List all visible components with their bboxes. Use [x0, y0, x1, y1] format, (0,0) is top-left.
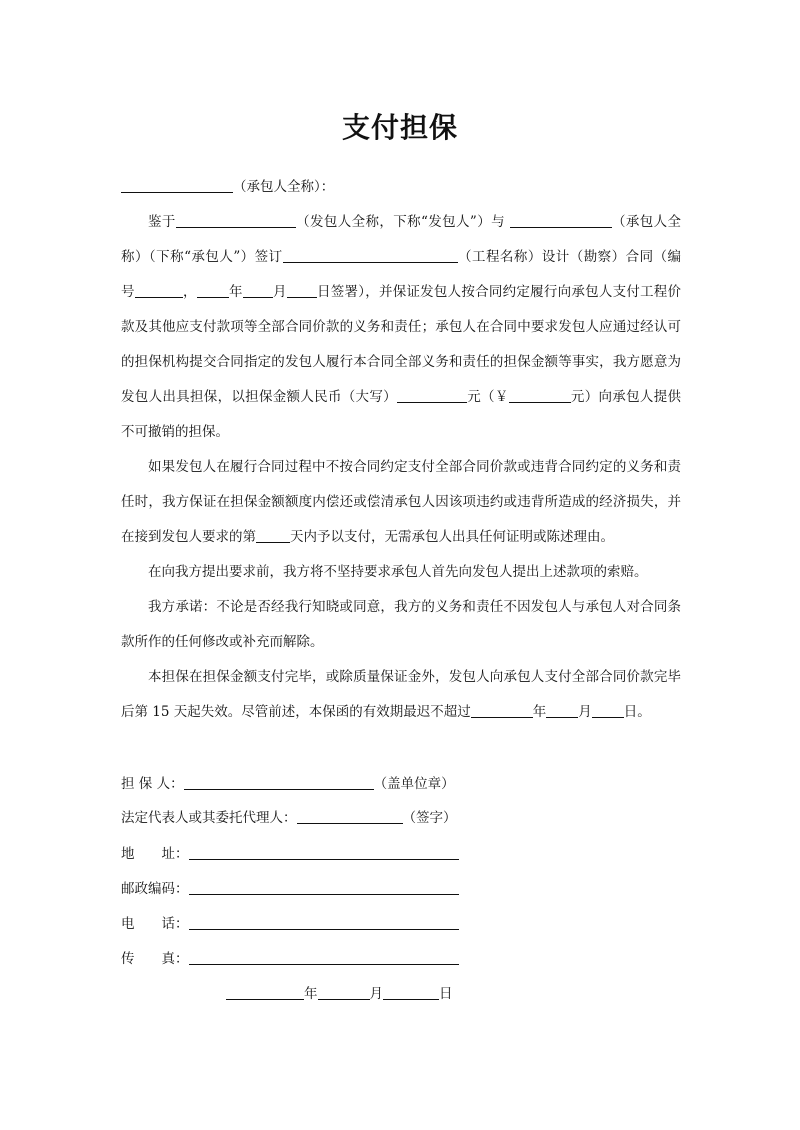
- p5-text-3: 月: [578, 704, 592, 720]
- paragraph-1: [121, 205, 681, 450]
- postcode-label: 邮政编码：: [121, 881, 189, 897]
- sign-year-blank[interactable]: [197, 283, 229, 298]
- address-field[interactable]: [189, 845, 459, 860]
- guarantor-note: （盖单位章）: [373, 776, 455, 792]
- sign-month-blank[interactable]: [243, 283, 273, 298]
- paragraph-2: [121, 450, 681, 555]
- addressee-line: [121, 170, 681, 205]
- representative-label: 法定代表人或其委托代理人：: [121, 810, 297, 826]
- guarantee-body: [121, 205, 681, 730]
- contractor-name-blank[interactable]: [121, 178, 233, 193]
- fax-field[interactable]: [189, 950, 459, 965]
- p1-text-8: 日签署），并保证发包人按合同约定履行向承包人支付工程价款及其他应支付款项等全部合同价款的义务和责任；承包人在合同中要求发包人应通过经认可的担保机构提交合同指定的发包人履行本合同全部义务和责任的担保金额等事实，我方愿意为发包人出具担保，以担保金额人民币（大写）: [121, 284, 682, 405]
- expiry-year-blank[interactable]: [471, 703, 533, 718]
- representative-field[interactable]: [297, 809, 403, 824]
- sign-day-blank[interactable]: [287, 283, 317, 298]
- p1-text-9: 元（￥: [466, 389, 509, 405]
- p5-text-2: 年: [532, 704, 547, 720]
- p1-text-2: （发包人全称，下称“发包人”）与: [295, 214, 505, 230]
- guarantor-row: [121, 772, 455, 796]
- representative-row: [121, 806, 457, 830]
- date-year-blank[interactable]: [226, 985, 304, 1000]
- p1-text-5: ，: [182, 284, 197, 300]
- amount-words-blank[interactable]: [397, 388, 467, 403]
- fax-label: 传 真：: [121, 951, 189, 967]
- guarantor-field[interactable]: [184, 775, 374, 790]
- p2-text-1: 如果发包人在履行合同过程中不按合同约定支付全部合同价款或违背合同约定的义务和责任时，我方保证在担保金额额度内偿还或偿清承包人因该项违约或违背所造成的经济损失，并在接到发包人要求的第: [121, 459, 681, 545]
- phone-field[interactable]: [189, 915, 459, 930]
- paragraph-3: 在向我方提出要求前，我方将不坚持要求承包人首先向发包人提出上述款项的索赔。: [148, 564, 648, 580]
- expiry-day-blank[interactable]: [592, 703, 624, 718]
- address-label: 地 址：: [121, 846, 189, 862]
- project-name-blank[interactable]: [283, 248, 458, 263]
- contractor-name-blank-2[interactable]: [510, 213, 612, 228]
- date-year-label: 年: [304, 986, 318, 1002]
- p2-text-2: 天内予以支付，无需承包人出具任何证明或陈述理由。: [290, 529, 614, 545]
- date-month-blank[interactable]: [318, 985, 370, 1000]
- p5-text-4: 日。: [623, 704, 651, 720]
- p1-text-4: （工程名称）设计（勘察）合同（编号: [121, 249, 681, 300]
- p1-text-10: 元）向承包人提供不可撤销的担保。: [121, 389, 681, 440]
- postcode-row: [121, 877, 459, 901]
- paragraph-5: [121, 660, 681, 730]
- date-day-label: 日: [439, 986, 453, 1002]
- p1-text-1: 鉴于: [148, 214, 176, 230]
- fax-row: [121, 947, 459, 971]
- p1-text-6: 年: [228, 284, 243, 300]
- paragraph-4: 我方承诺：不论是否经我行知晓或同意，我方的义务和责任不因发包人与承包人对合同条款所作的任何修改或补充而解除。: [121, 599, 681, 650]
- p5-text-1: 本担保在担保金额支付完毕，或除质量保证金外，发包人向承包人支付全部合同价款完毕后第 15 天起失效。尽管前述，本保函的有效期最迟不超过: [121, 669, 681, 720]
- guarantor-label: 担 保 人：: [121, 776, 184, 792]
- employer-name-blank[interactable]: [176, 213, 296, 228]
- phone-row: [121, 912, 459, 936]
- addressee-suffix: （承包人全称）：: [233, 179, 335, 195]
- date-day-blank[interactable]: [383, 985, 439, 1000]
- postcode-field[interactable]: [189, 880, 459, 895]
- contract-number-blank[interactable]: [135, 283, 183, 298]
- phone-label: 电 话：: [121, 916, 189, 932]
- representative-note: （签字）: [402, 810, 457, 826]
- amount-figures-blank[interactable]: [509, 388, 571, 403]
- p1-text-3: （承包人全称）（下称“承包人”）签订: [121, 214, 682, 265]
- page-title: 支付担保: [341, 111, 458, 144]
- date-month-label: 月: [369, 986, 383, 1002]
- expiry-month-blank[interactable]: [546, 703, 578, 718]
- p1-text-7: 月: [272, 284, 287, 300]
- date-line: [226, 982, 453, 1002]
- address-row: [121, 842, 459, 866]
- payment-days-blank[interactable]: [256, 528, 290, 543]
